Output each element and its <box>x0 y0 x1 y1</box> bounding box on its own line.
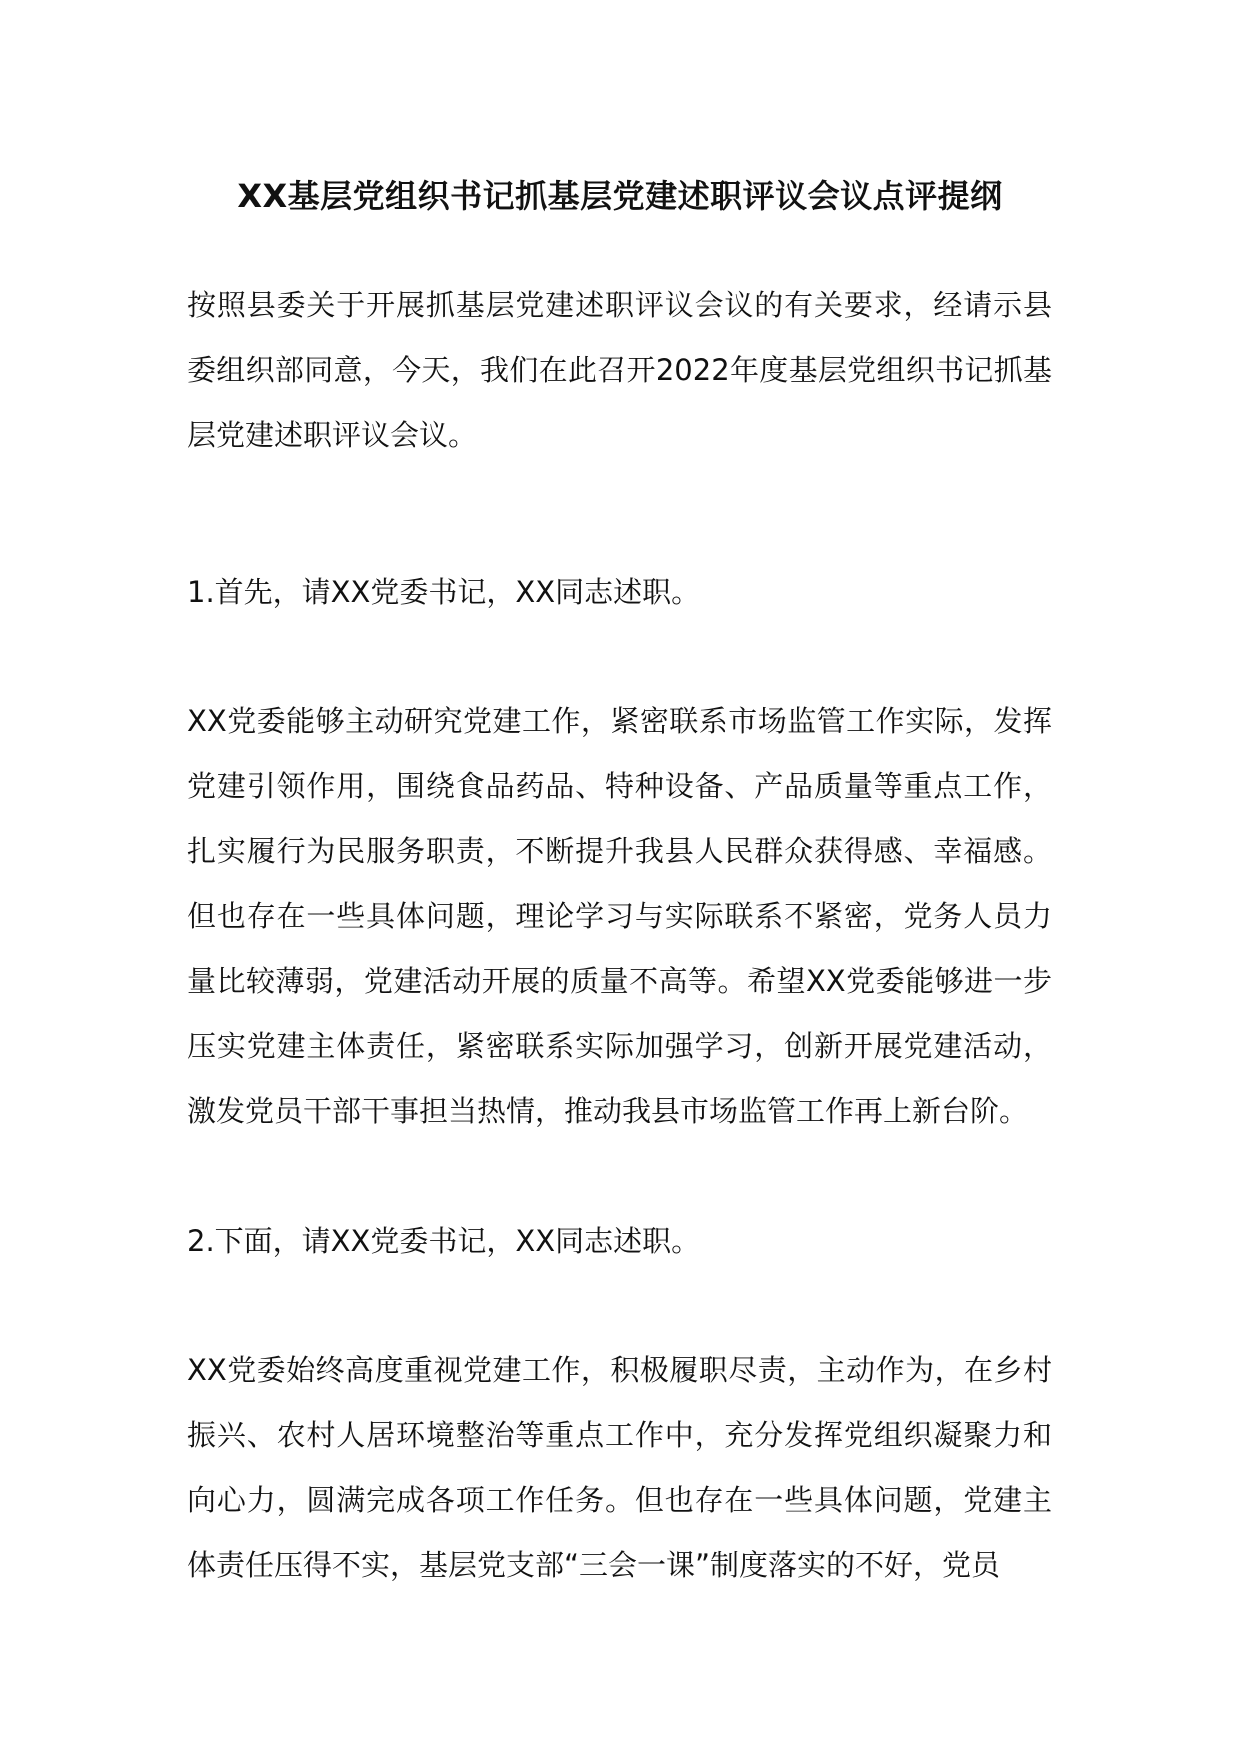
agenda-item-2: 2.下面，请XX党委书记，XX同志述职。 <box>187 1224 701 1258</box>
agenda-item-1: 1.首先，请XX党委书记，XX同志述职。 <box>187 575 701 609</box>
intro-paragraph: 按照县委关于开展抓基层党建述职评议会议的有关要求，经请示县委组织部同意，今天，我们在此召开2022年度基层党组织书记抓基层党建述职评议会议。 <box>187 288 1052 452</box>
evaluation-paragraph-2: XX党委始终高度重视党建工作，积极履职尽责，主动作为，在乡村振兴、农村人居环境整治等重点工作中，充分发挥党组织凝聚力和向心力，圆满完成各项工作任务。但也存在一些具体问题，党建主体责任压得不实，基层党支部“三会一课”制度落实的不好，党员 <box>187 1353 1052 1582</box>
evaluation-paragraph-1: XX党委能够主动研究党建工作，紧密联系市场监管工作实际，发挥党建引领作用，围绕食品药品、特种设备、产品质量等重点工作，扎实履行为民服务职责，不断提升我县人民群众获得感、幸福感。但也存在一些具体问题，理论学习与实际联系不紧密，党务人员力量比较薄弱，党建活动开展的质量不高等。希望XX党委能够进一步压实党建主体责任，紧密联系实际加强学习，创新开展党建活动，激发党员干部干事担当热情，推动我县市场监管工作再上新台阶。 <box>187 704 1052 1128</box>
document-title: XX基层党组织书记抓基层党建述职评议会议点评提纲 <box>237 177 1003 215</box>
